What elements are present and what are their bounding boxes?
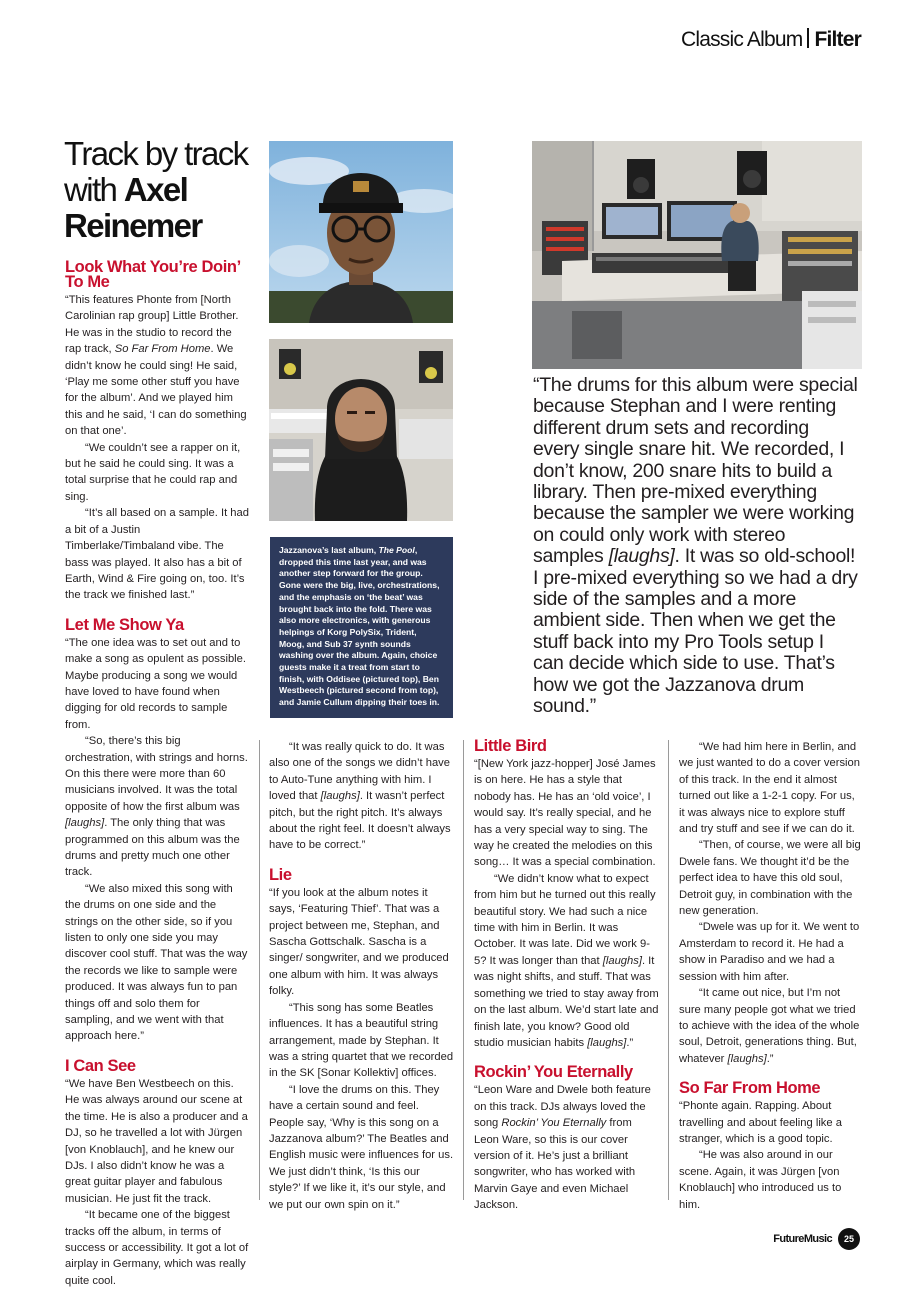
title-line-2 <box>64 172 264 208</box>
section-label: Classic Album <box>680 28 803 51</box>
paragraph: “It’s all based on a sample. It had a bit of a Justin Timberlake/Timbaland vibe. The bass was played. It also has a bit of Earth, Wind & Fire going on, too. It’s the track we finished last.” <box>65 507 249 602</box>
section-header <box>681 28 861 52</box>
paragraph: “[New York jazz-hopper] José James is on here. He has a style that nobody has. He has an ‘old voice’, I would say. It’s really special, and he has a very special way to sing. The way he created the melodies on this song… It was a special combination. <box>474 758 656 869</box>
paragraph-text: “It came out nice, but I’m not sure many people got what we tried to achieve with the idea of the whole soul, Detroit, generations thing. But, whatever <box>679 987 860 1065</box>
paragraph-text: . It was night shifts, and stuff. That was something we tried to stay away from on the last album. We’d start late and finish late, you know? Good old studio musician habits <box>474 954 659 1049</box>
photo-caption <box>270 537 453 718</box>
header-divider <box>807 28 809 48</box>
paragraph-text: “Leon Ware and Dwele both feature on this track. DJs always loved the song <box>474 1084 651 1130</box>
paragraph <box>65 292 249 440</box>
column-divider <box>668 740 669 1200</box>
paragraph: “The one idea was to set out and to make a song as opulent as possible. Maybe producing a song we would have loved to have found when digging for old records to sample from. <box>65 636 246 731</box>
caption-album-title: The Pool <box>378 545 415 555</box>
column-divider <box>463 740 464 1200</box>
studio-photo <box>532 141 862 369</box>
portrait-westbeech-image <box>269 339 453 521</box>
paragraph <box>474 1082 659 1213</box>
paragraph <box>679 985 863 1067</box>
column-divider <box>259 740 260 1200</box>
paragraph: “If you look at the album notes it says, ‘Featuring Thief’. That was a project between me, Stephan, and Sascha Gottschalk. Sascha is a singer/ songwriter, and we produced one album with him. It was always folky. <box>269 886 449 998</box>
section-brand: Filter <box>814 28 861 51</box>
title-first-name: Axel <box>123 171 188 208</box>
track-heading-look-what-youre-doin: Look What You’re Doin’ To Me <box>65 258 240 291</box>
paragraph: “He was also around in our scene. Again, it was Jürgen [von Knoblauch] who introduced us to him. <box>679 1149 842 1211</box>
article-column-4 <box>679 739 863 1213</box>
portrait-oddisee-image <box>269 141 453 323</box>
article-title <box>64 136 264 244</box>
track-heading-so-far-from-home: So Far From Home <box>679 1079 821 1098</box>
caption-text-start: Jazzanova’s last album, <box>279 545 379 555</box>
pull-quote-laughs: [laughs] <box>608 545 675 568</box>
paragraph <box>269 739 454 854</box>
track-heading-lie: Lie <box>269 865 292 884</box>
track-heading-i-can-see: I Can See <box>65 1056 136 1075</box>
caption-text-end: , dropped this time last year, and was another step forward for the group. Gone were the big, live, orchestrations, and the emphasis on ‘the beat’ was brought back into the fold. There was also more electronics, with generous helpings of Korg PolySix, Trident, Moog, and Sub 37 synth sounds washing over the album. Again, choice guests make it a treat from start to finish, with Oddisee (pictured top), Ben Westbeech (pictured second from top), and Jamie Cullum dipping their toes in. <box>279 545 440 708</box>
track-heading-let-me-show-ya: Let Me Show Ya <box>65 615 184 634</box>
laughs-aside: [laughs] <box>587 1036 627 1049</box>
article-column-3 <box>474 739 659 1214</box>
paragraph: “We had him here in Berlin, and we just wanted to do a cover version of this track. In the end it almost turned out like a 1-2-1 copy. For us, it was always nice to explore stuff and try stuff and see if we can do it. <box>679 741 860 836</box>
paragraph: “Dwele was up for it. We went to Amsterdam to record it. He had a show in Paradiso and we had a session with him after. <box>679 921 860 983</box>
paragraph: “We also mixed this song with the drums on one side and the strings on the other side, so if you listen to only one side you may discover cool stuff. That was the way the records we like to sample were produced. It was always fun to pan things off and solo them for sampling, and we went with that approach here.” <box>65 882 248 1043</box>
paragraph-text: “It was really quick to do. It was also one of the songs we didn’t have to Auto-Tune anything with him. I loved that <box>269 741 450 803</box>
pull-quote-text-start: “The drums for this album were special because Stephan and I were renting different drum sets and recording every single snare hit. We recorded, I don’t know, 200 snare hits to build a library. Then pre-mixed everything because the sampler we were working on could only work with stereo samples <box>533 374 858 568</box>
song-title: So Far From Home <box>114 343 211 356</box>
portrait-photo-oddisee <box>269 141 453 323</box>
paragraph-text: “So, there’s this big orchestration, with strings and horns. On this there were more than 60 musicians involved. It was the total opposite of how the first album was <box>65 735 248 813</box>
paragraph-text: . The only thing that was programmed on this album was the drums and pretty much one other track. <box>65 817 240 879</box>
paragraph-text: “This features Phonte from [North Carolinian rap group] Little Brother. He was in the studio to record the rap track, <box>65 294 239 356</box>
laughs-aside: [laughs] <box>320 790 360 803</box>
paragraph <box>65 733 249 881</box>
portrait-photo-westbeech <box>269 339 453 521</box>
title-with: with <box>64 171 124 208</box>
paragraph: “It became one of the biggest tracks off the album, in terms of success or accessibility. It got a lot of airplay in Germany, which was really quite cool. <box>65 1209 249 1287</box>
title-line-3 <box>64 208 264 244</box>
page-number: 25 <box>838 1228 860 1250</box>
article-column-2 <box>269 739 454 1213</box>
paragraph: “We couldn’t see a rapper on it, but he said he could sing. It was a total surprise that he could rap and sing. <box>65 441 241 503</box>
track-heading-rockin-you-eternally: Rockin’ You Eternally <box>474 1063 633 1082</box>
magazine-brand: FutureMusic <box>773 1233 832 1245</box>
paragraph: “Then, of course, we were all big Dwele fans. We thought it’d be the perfect idea to have this old soul, Detroit guy, in combination with the new generation. <box>679 839 861 918</box>
laughs-aside: [laughs] <box>727 1052 767 1065</box>
paragraph-text: “We didn’t know what to expect from him but he turned out this really beautiful story. We had such a nice time with him in Berlin. It was October. It was late. Did we work 9-5? It was longer than that <box>474 872 656 967</box>
studio-image <box>532 141 862 369</box>
title-last-name: Reinemer <box>64 207 202 244</box>
paragraph-text: . We didn’t know he could sing! He said, ‘Play me some other stuff you have for the album’. And we played him this and he said, ‘I can do something on that one’. <box>65 343 247 438</box>
paragraph: “I love the drums on this. They have a certain sound and feel. People say, ‘Why is this song on a Jazzanova album?’ The Beatles and English music were influences for us. We just didn’t think, ‘Is this our style?’ If we like it, it’s our style, and we put our own spin on it.” <box>269 1083 454 1211</box>
paragraph-text: .” <box>626 1036 634 1049</box>
paragraph: “Phonte again. Rapping. About travelling and about feeling like a stranger, which is a good topic. <box>679 1100 842 1145</box>
paragraph-text: .” <box>766 1052 774 1065</box>
laughs-aside: [laughs] <box>602 954 642 967</box>
paragraph-text: from Leon Ware, so this is our cover version of it. He’s just a brilliant songwriter, who has worked with Marvin Gaye and even Michael Jackson. <box>474 1117 636 1212</box>
pull-quote-text-end: . It was so old-school! I pre-mixed everything so we had a dry side of the samples and a more ambient side. Then when we get the stuff back into my Pro Tools setup I can decide which side to use. That’s how we got the Jazzanova drum sound.” <box>533 545 858 718</box>
song-title: Rockin’ You Eternally <box>501 1117 607 1130</box>
title-line-1: Track by track <box>64 135 248 172</box>
laughs-aside: [laughs] <box>65 817 105 830</box>
paragraph: “We have Ben Westbeech on this. He was always around our scene at the time. He is also a producer and a DJ, so he travelled a lot with Jürgen [von Knoblauch], and he knew our DJs. I also didn’t know he was a great guitar player and fabulous musician. He just fit the track. <box>65 1077 248 1205</box>
paragraph <box>474 871 659 1051</box>
article-column-1 <box>65 260 249 1289</box>
paragraph: “This song has some Beatles influences. It has a beautiful string arrangement, made by Stephan. It was a string quartet that we recorded in the SK [Sonar Kollektiv] offices. <box>269 1001 454 1080</box>
track-heading-little-bird: Little Bird <box>474 737 547 755</box>
paragraph-text: . It wasn’t perfect pitch, but the right pitch. It’s always about the right feel. It doesn’t always have to be correct.” <box>269 790 451 852</box>
pull-quote <box>533 375 859 718</box>
page-footer <box>773 1228 860 1250</box>
